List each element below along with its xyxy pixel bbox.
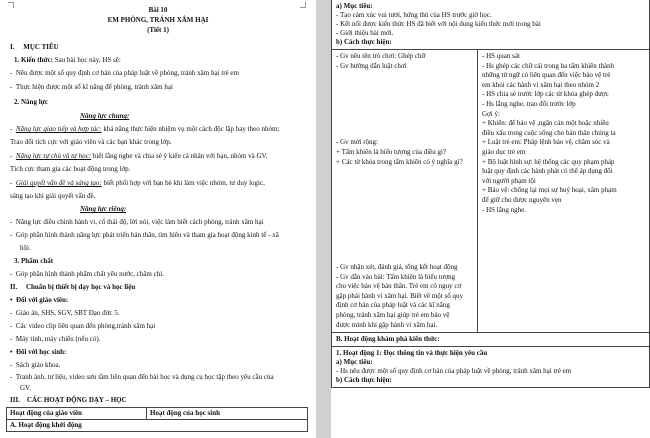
- student-activity-line: những từ ngữ có liên quan đến việc bảo vệ trẻ: [482, 71, 611, 80]
- specific-competence-label: Năng lực riêng:: [80, 205, 127, 213]
- student-activity-line: để giữ cho được nguyên vẹn: [482, 195, 562, 204]
- student-activity-line: [482, 263, 645, 273]
- student-activity-line: [482, 253, 645, 263]
- activity-b-content: [332, 347, 650, 388]
- teacher-prep-item: - Máy tính, máy chiếu (nếu có).: [10, 335, 101, 343]
- student-activity-line: + Khiên: để bảo vệ ,ngăn cản một hoặc nhiều: [482, 119, 609, 128]
- competence-line: - Năng lực giao tiếp và hợp tác: khả năng thực hiện nhiệm vụ một cách độc lập hay theo nhóm;: [10, 125, 280, 133]
- document-page-right: [331, 0, 650, 438]
- teacher-prep-label-text: Đối với giáo viên:: [15, 296, 69, 304]
- competence-text: biết lắng nghe và chia sẻ ý kiến cá nhân với bạn, nhóm và GV.: [91, 152, 268, 160]
- competence-line: [10, 165, 130, 174]
- teacher-activity-line: - Gv nêu tên trò chơi: Ghép chữ: [336, 52, 426, 60]
- teacher-activity-line: [336, 100, 473, 110]
- knowledge-item: - Thực hiện được một số kĩ năng để phòng, tránh xâm hại: [10, 83, 173, 91]
- activity-b-line: 1. Hoạt động 1: Đọc thông tin và thực hiện yêu cầu: [336, 349, 488, 358]
- teacher-activity-line: - Gv mời rộng:: [336, 138, 379, 147]
- student-activity-line: [482, 215, 645, 225]
- student-activity-line: [482, 292, 645, 302]
- student-activity-line: em khỏi các hành vi xâm hại theo nhóm 2: [482, 80, 600, 89]
- objective-line: a) Mục tiêu:: [336, 2, 373, 10]
- student-activity-line: [482, 311, 645, 321]
- teacher-prep-item: - Các video clip liên quan đến phòng,tránh xâm hại: [10, 322, 156, 330]
- knowledge-intro: Sau bài học này, HS sẽ:: [53, 56, 121, 64]
- teacher-activity-line: - Gv hướng dẫn luật chơi: [336, 61, 407, 70]
- teacher-activity-line: [336, 81, 473, 91]
- student-activity-line: [482, 282, 645, 292]
- teacher-activity-line: - Gv dẫn vào bài: Tấm khiên là biểu tượng: [336, 272, 456, 281]
- quality-item-text: Góp phần hình thành phẩm chất yêu nước, chăm chỉ.: [15, 270, 164, 278]
- table-row: [332, 333, 650, 347]
- competence-line: - Giải quyết vấn đề và sáng tạo: biết phối hợp với bạn bè khi làm việc nhóm, tư duy logic,: [10, 179, 265, 187]
- specific-item-text: Năng lực điều chỉnh hành vi, cố thái độ, lời nói, việc làm biết cách phòng, tránh xâm hại: [15, 218, 264, 226]
- lesson-period: (Tiết 1): [147, 26, 169, 34]
- table-row: [332, 50, 650, 333]
- teacher-activity-line: gặp phải hành vi xâm hại. Biết về một số quy: [336, 291, 463, 300]
- teacher-activity-line: [336, 71, 473, 81]
- student-prep-item: - Tranh ảnh, tư liệu, video sưu tầm liên quan đến bài học và dụng cụ học tập theo yêu cầu của: [10, 373, 274, 381]
- student-activity-line: [482, 273, 645, 283]
- teacher-activity-line: phòng, tránh xâm hại giúp trẻ em bảo vệ: [336, 311, 450, 320]
- general-competence-label: Năng lực chung:: [80, 112, 130, 120]
- page-gutter: [316, 0, 331, 438]
- competence-text: Trao đổi tích cực với giáo viên và các bạn khác trong lớp.: [10, 138, 172, 146]
- teacher-activity-line: [336, 215, 473, 225]
- teacher-activity-line: [336, 244, 473, 254]
- activities-table: [6, 407, 308, 432]
- teacher-activity-line: [336, 129, 473, 139]
- objective-line: - Kết nối được kiến thức HS đã biết với nội dung kiến thức mới trong bài: [336, 20, 541, 28]
- activity-b-line: b) Cách thực hiện:: [336, 376, 392, 385]
- teacher-activity-line: [336, 253, 473, 263]
- specific-item-text: Góp phần hình thành năng lực phát triển bản thân, tìm hiểu và tham gia hoạt động kinh tế - xã: [15, 231, 279, 239]
- activities-table-continued: [331, 0, 650, 388]
- lesson-title: EM PHÒNG, TRÁNH XÂM HẠI: [107, 16, 209, 24]
- student-prep-item-text: Tranh ảnh, tư liệu, video sưu tầm liên quan đến bài học và dụng cụ học tập theo yêu cầu của: [15, 373, 274, 381]
- knowledge-item-text: Thực hiện được một số kĩ năng để phòng, tránh xâm hại: [15, 83, 173, 91]
- student-prep-label: • Đối với học sinh:: [10, 348, 67, 356]
- competence-line: - Năng lực tự chủ và tự học: biết lắng nghe và chia sẻ ý kiến cá nhân với bạn, nhóm và GV.: [10, 152, 268, 160]
- specific-item-text: hội.: [20, 244, 31, 252]
- student-activity-cell: [478, 50, 650, 333]
- teacher-activity-line: [336, 119, 473, 129]
- table-row: [332, 347, 650, 388]
- activity-b-title: B. Hoạt động khám phá kiến thức:: [332, 333, 650, 347]
- teacher-prep-label: • Đối với giáo viên:: [10, 296, 69, 304]
- activity-a-objectives: [332, 0, 650, 50]
- objective-line: - Tạo cảm xúc vui tươi, hứng thú của HS trước giờ học.: [336, 11, 492, 19]
- specific-item: - Góp phần hình thành năng lực phát triển bản thân, tìm hiểu và tham gia hoạt động kinh tế - xã: [10, 231, 279, 239]
- student-activity-line: - Hs lắng nghe, trao đổi trước lớp: [482, 99, 576, 108]
- teacher-prep-item: - Giáo án, SHS, SGV, SBT Đạo đức 5.: [10, 309, 120, 317]
- student-prep-item: - Sách giáo khoa.: [10, 361, 61, 369]
- competence-line: [10, 192, 95, 201]
- teacher-activity-line: [336, 177, 473, 187]
- student-prep-label-text: Đối với học sinh:: [15, 348, 67, 356]
- document-page-left: [0, 0, 316, 438]
- teacher-prep-item-text: Máy tính, máy chiếu (nếu có).: [15, 335, 101, 343]
- specific-item: [20, 244, 31, 253]
- lesson-number: Bài 10: [148, 6, 168, 14]
- quality-item: - Góp phần hình thành phẩm chất yêu nước, chăm chỉ.: [10, 270, 164, 278]
- teacher-activity-line: [336, 110, 473, 120]
- teacher-activity-line: [336, 90, 473, 100]
- competence-text: sáng tạo khi giải quyết vấn đề.: [10, 192, 96, 200]
- teacher-activity-line: + Tấm khiên là biểu tượng của điều gì?: [336, 147, 447, 156]
- competence-label: 2. Năng lực: [14, 98, 48, 106]
- objective-line: b) Cách thực hiện:: [336, 38, 392, 46]
- competence-lead: Năng lực tự chủ và tự học:: [15, 152, 92, 160]
- teacher-prep-item-text: Các video clip liên quan đến phòng,tránh xâm hại: [15, 322, 156, 330]
- teacher-activity-cell: [332, 50, 478, 333]
- objective-line: - Giới thiệu bài mới.: [336, 29, 394, 37]
- student-activity-line: luật quy định các hành phát có thể áp dụng đối: [482, 167, 613, 176]
- knowledge-line: [14, 56, 121, 65]
- student-activity-line: + Luật trẻ em: Pháp lệnh bảo vệ, chăm sóc và: [482, 138, 610, 147]
- student-activity-line: [482, 244, 645, 254]
- student-activity-line: - Hs ghép các chữ cái trong ba tấm khiên thành: [482, 61, 615, 70]
- student-activity-line: - HS lắng nghe.: [482, 205, 526, 214]
- knowledge-label: 1. Kiến thức:: [14, 56, 54, 64]
- competence-text: biết phối hợp với bạn bè khi làm việc nhóm, tư duy logic,: [101, 179, 265, 187]
- equipment-heading: II. Chuẩn bị thiết bị dạy học và học liệu: [10, 283, 136, 291]
- teacher-activity-line: được mình khi gặp hành vi xâm hại.: [336, 320, 438, 329]
- student-prep-item: [20, 384, 31, 393]
- teacher-activity-line: định cơ bản của pháp luật và các kĩ năng: [336, 301, 450, 310]
- teacher-activity-line: [336, 196, 473, 206]
- teacher-activity-line: [336, 206, 473, 216]
- student-activity-line: + Bảo vệ: chống lại mọi sự huỷ hoại, xâm phạm: [482, 186, 617, 195]
- activities-heading: III. CÁC HOẠT ĐỘNG DẠY – HỌC: [10, 396, 127, 404]
- teacher-prep-item-text: Giáo án, SHS, SGV, SBT Đạo đức 5.: [15, 309, 120, 317]
- teacher-activity-line: [336, 167, 473, 177]
- teacher-activity-line: [336, 225, 473, 235]
- competence-text: Tích cực tham gia các hoạt động trong lớp.: [10, 165, 131, 173]
- student-activity-line: [482, 321, 645, 331]
- quality-label: 3. Phẩm chất: [14, 257, 54, 265]
- table-header-row: [7, 408, 308, 420]
- student-activity-line: - HS chia sẻ trước lớp các từ khóa ghép được: [482, 90, 609, 99]
- knowledge-item: - Nêu được một số quy định cơ bản của pháp luật về phòng, tránh xâm hại trẻ em: [10, 69, 239, 77]
- student-activity-line: [482, 234, 645, 244]
- student-prep-item-text: GV.: [20, 384, 31, 392]
- activity-a-title: A. Hoạt động khởi động: [7, 420, 308, 432]
- col-teacher-header: Hoạt động của giáo viên: [7, 408, 147, 420]
- table-row: [332, 0, 650, 50]
- teacher-activity-line: - Gv nhận xét, đánh giá, tổng kết hoạt động: [336, 263, 458, 272]
- activity-b-line: - Hs nêu được một số quy định cơ bản của pháp luật về phòng, tránh xâm hại trẻ em: [336, 367, 572, 376]
- student-prep-item-text: Sách giáo khoa.: [15, 361, 61, 369]
- student-activity-line: với người phạm tội: [482, 176, 536, 185]
- student-activity-line: giáo dục trẻ em: [482, 147, 526, 156]
- competence-line: [10, 138, 172, 147]
- student-activity-line: điều xấu trong cuộc sống cho bản thân chúng ta: [482, 128, 616, 137]
- activity-b-line: a) Mục tiêu:: [336, 358, 373, 367]
- specific-item: - Năng lực điều chỉnh hành vi, cố thái độ, lời nói, việc làm biết cách phòng, tránh xâm hại: [10, 218, 264, 226]
- teacher-activity-line: [336, 234, 473, 244]
- student-activity-line: - HS quan sát: [482, 52, 520, 60]
- knowledge-item-text: Nêu được một số quy định cơ bản của pháp luật về phòng, tránh xâm hại trẻ em: [15, 69, 239, 77]
- student-activity-line: Gợi ý:: [482, 109, 500, 118]
- teacher-activity-line: + Các từ khóa trong tấm khiên có ý nghĩa gì?: [336, 157, 463, 166]
- table-row: [7, 420, 308, 432]
- competence-text: khả năng thực hiện nhiệm vụ một cách độc lập hay theo nhóm;: [101, 125, 280, 133]
- student-activity-line: [482, 301, 645, 311]
- competence-lead: Giải quyết vấn đề và sáng tạo:: [15, 179, 102, 187]
- col-student-header: Hoạt động của học sinh: [147, 408, 308, 420]
- teacher-activity-line: cho việc bảo vệ bản thân. Trẻ em có nguy cơ: [336, 282, 462, 291]
- student-activity-line: + Bộ luật hình sự: hệ thống các quy phạm pháp: [482, 157, 615, 166]
- objectives-heading: I. MỤC TIÊU: [10, 43, 59, 51]
- teacher-activity-line: [336, 186, 473, 196]
- student-activity-line: [482, 225, 645, 235]
- competence-lead: Năng lực giao tiếp và hợp tác:: [15, 125, 102, 133]
